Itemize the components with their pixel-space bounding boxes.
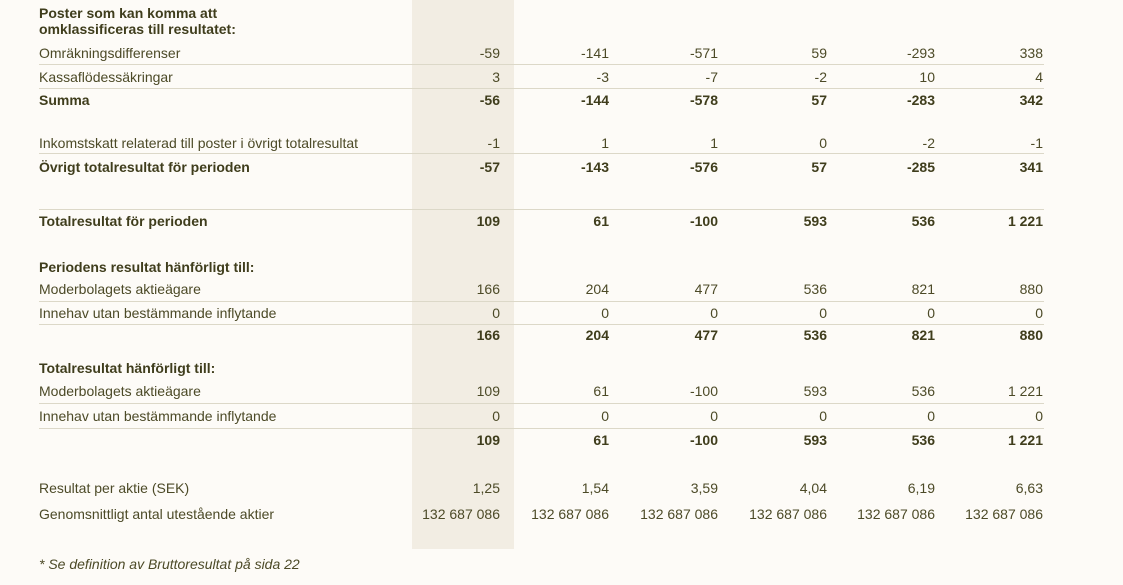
- row-label: Inkomstskatt relaterad till poster i övrigt totalresultat: [39, 135, 359, 151]
- row-value: -56: [479, 92, 500, 108]
- row-value: 341: [1019, 159, 1043, 175]
- row-value: 59: [811, 45, 827, 61]
- row-value: -576: [689, 159, 718, 175]
- row-value: 109: [476, 432, 500, 448]
- table-row-total: [39, 209, 1044, 231]
- row-value: 109: [476, 383, 500, 399]
- row-value: 1 221: [1007, 383, 1043, 399]
- row-value: 3,59: [690, 480, 718, 496]
- row-value: 880: [1019, 281, 1043, 297]
- row-value: -7: [705, 69, 718, 85]
- row-value: -571: [689, 45, 718, 61]
- table-row: [39, 506, 1044, 522]
- row-label: Genomsnittligt antal utestående aktier: [39, 506, 275, 522]
- row-value: 132 687 086: [965, 506, 1043, 522]
- row-value: 166: [476, 281, 500, 297]
- row-value: 477: [694, 327, 718, 343]
- row-label: Omräkningsdifferenser: [39, 45, 181, 61]
- row-value: 338: [1019, 45, 1043, 61]
- section-heading-totalresultat: Totalresultat hänförligt till:: [39, 360, 216, 376]
- row-value: 132 687 086: [640, 506, 718, 522]
- row-value: 132 687 086: [749, 506, 827, 522]
- section-heading-periodens: Periodens resultat hänförligt till:: [39, 259, 255, 275]
- row-value: 1 221: [1007, 213, 1043, 229]
- row-value: 1: [601, 135, 609, 151]
- row-value: -2: [922, 135, 935, 151]
- row-value: 821: [911, 281, 935, 297]
- row-value: 593: [803, 213, 827, 229]
- row-value: -1: [1030, 135, 1043, 151]
- row-label: Kassaflödessäkringar: [39, 69, 173, 85]
- row-label: Övrigt totalresultat för perioden: [39, 159, 250, 175]
- row-value: -57: [479, 159, 500, 175]
- row-value: 0: [1035, 305, 1043, 321]
- row-value: 536: [803, 327, 827, 343]
- row-value: 4: [1035, 69, 1043, 85]
- row-value: 0: [819, 408, 827, 424]
- row-value: 0: [819, 135, 827, 151]
- table-row: [39, 135, 1044, 154]
- row-value: -578: [689, 92, 718, 108]
- row-value: 0: [492, 305, 500, 321]
- row-value: 6,19: [907, 480, 935, 496]
- row-value: 57: [811, 159, 827, 175]
- table-row: [39, 45, 1044, 65]
- row-value: 132 687 086: [422, 506, 500, 522]
- row-value: 0: [927, 305, 935, 321]
- row-value: 880: [1019, 327, 1043, 343]
- row-value: -144: [580, 92, 609, 108]
- row-value: 536: [911, 383, 935, 399]
- table-row: [39, 305, 1044, 325]
- row-value: 61: [593, 432, 609, 448]
- row-value: 10: [919, 69, 935, 85]
- row-value: -283: [906, 92, 935, 108]
- row-value: 0: [710, 305, 718, 321]
- table-row: [39, 480, 1044, 496]
- row-value: 61: [593, 213, 609, 229]
- row-value: 0: [492, 408, 500, 424]
- row-value: 593: [803, 383, 827, 399]
- row-value: 0: [710, 408, 718, 424]
- row-value: 1,25: [472, 480, 500, 496]
- table-row: [39, 383, 1044, 404]
- row-value: 536: [911, 213, 935, 229]
- row-value: -1: [487, 135, 500, 151]
- row-value: 57: [811, 92, 827, 108]
- row-label: Innehav utan bestämmande inflytande: [39, 305, 277, 321]
- table-row-summary: [39, 159, 1044, 175]
- table-row-summary: [39, 92, 1044, 108]
- table-row: [39, 281, 1044, 302]
- row-value: 0: [601, 305, 609, 321]
- row-value: 6,63: [1015, 480, 1043, 496]
- table-row-subtotal: [39, 432, 1044, 448]
- section-heading-line-1: Poster som kan komma att: [39, 5, 218, 21]
- row-value: 0: [927, 408, 935, 424]
- row-value: 0: [819, 305, 827, 321]
- row-value: 132 687 086: [857, 506, 935, 522]
- row-label: Moderbolagets aktieägare: [39, 281, 201, 297]
- row-label: Summa: [39, 92, 90, 108]
- row-value: 536: [803, 281, 827, 297]
- row-value: 593: [803, 432, 827, 448]
- row-value: -285: [906, 159, 935, 175]
- section-heading-reclassify: [39, 5, 236, 37]
- row-value: 204: [585, 327, 609, 343]
- row-value: 61: [593, 383, 609, 399]
- row-value: 109: [476, 213, 500, 229]
- row-value: 1,54: [581, 480, 609, 496]
- row-label: Innehav utan bestämmande inflytande: [39, 408, 277, 424]
- row-value: 342: [1019, 92, 1043, 108]
- row-label: Moderbolagets aktieägare: [39, 383, 201, 399]
- row-value: 204: [585, 281, 609, 297]
- row-value: 0: [1035, 408, 1043, 424]
- table-row-subtotal: [39, 327, 1044, 343]
- row-value: 536: [911, 432, 935, 448]
- row-value: 821: [911, 327, 935, 343]
- row-value: 0: [601, 408, 609, 424]
- row-value: 132 687 086: [531, 506, 609, 522]
- row-value: -141: [580, 45, 609, 61]
- row-value: 477: [694, 281, 718, 297]
- table-row: [39, 69, 1044, 89]
- row-value: -293: [906, 45, 935, 61]
- row-value: -59: [479, 45, 500, 61]
- row-label: Resultat per aktie (SEK): [39, 480, 190, 496]
- row-value: 3: [492, 69, 500, 85]
- row-value: -100: [689, 432, 718, 448]
- footnote: * Se definition av Bruttoresultat på sida 22: [39, 556, 300, 572]
- row-value: 1 221: [1007, 432, 1043, 448]
- row-value: 166: [476, 327, 500, 343]
- row-value: -143: [580, 159, 609, 175]
- row-value: -100: [689, 213, 718, 229]
- row-value: -3: [596, 69, 609, 85]
- row-label: Totalresultat för perioden: [39, 213, 208, 229]
- row-value: 1: [710, 135, 718, 151]
- row-value: -2: [814, 69, 827, 85]
- section-heading-line-2: omklassificeras till resultatet:: [39, 21, 236, 37]
- row-value: -100: [689, 383, 718, 399]
- row-value: 4,04: [799, 480, 827, 496]
- table-row: [39, 408, 1044, 429]
